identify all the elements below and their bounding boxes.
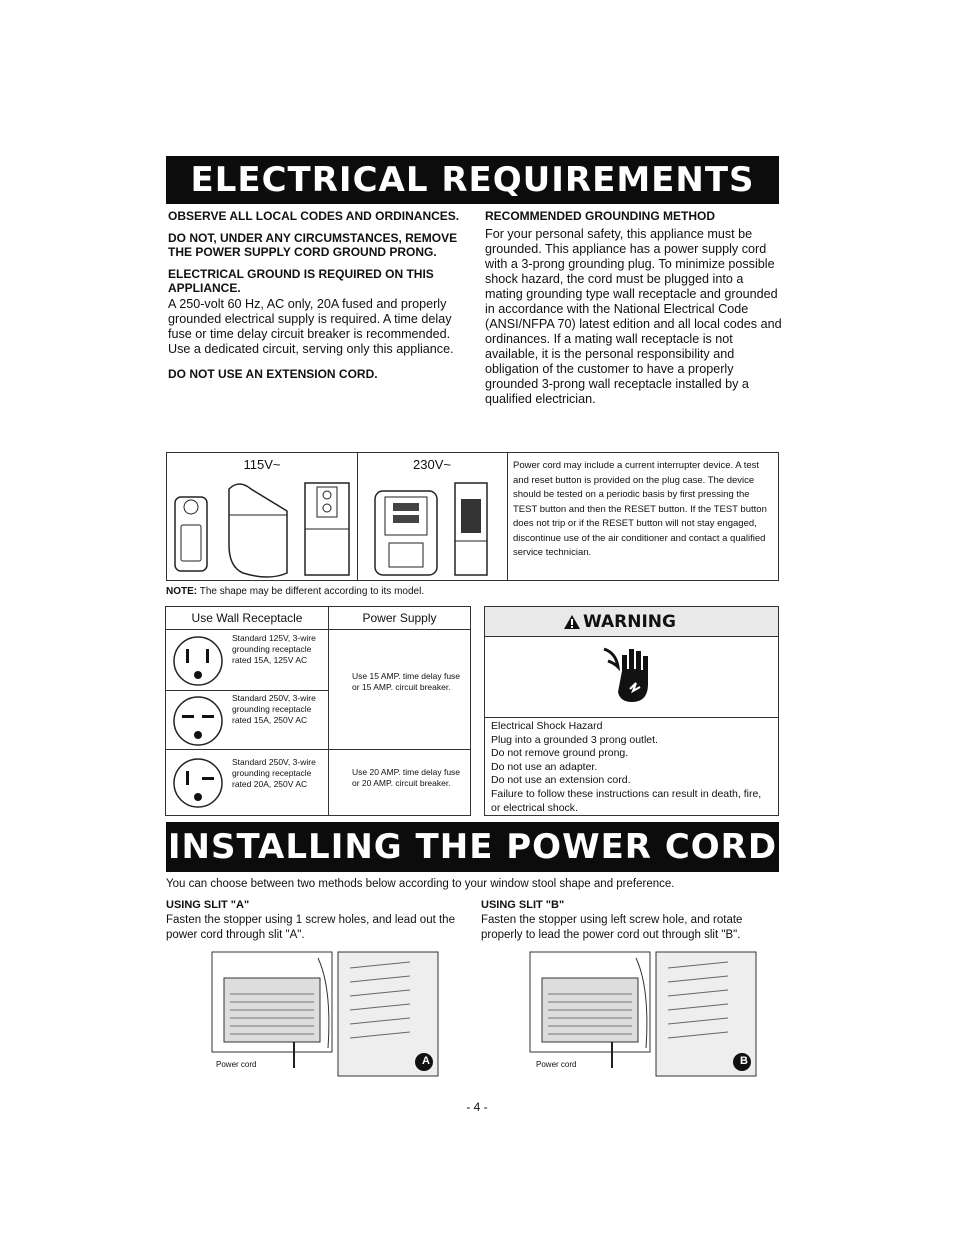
- warning-line: Do not use an adapter.: [491, 760, 598, 773]
- page-number: - 4 -: [466, 1100, 488, 1114]
- left-column: [168, 209, 468, 389]
- plug-table: [166, 452, 779, 581]
- receptacle-250v-15a-text: Standard 250V, 3-wire grounding receptacle rated 15A, 250V AC: [232, 693, 316, 725]
- slit-a-badge: A: [422, 1055, 430, 1067]
- ground-prong-heading: DO NOT, UNDER ANY CIRCUMSTANCES, REMOVE THE POWER SUPPLY CORD GROUND PRONG.: [168, 231, 458, 259]
- warning-line: Do not use an extension cord.: [491, 774, 631, 787]
- slit-b-illustration: [528, 948, 758, 1078]
- supply-20amp-text: Use 20 AMP. time delay fuse or 20 AMP. circuit breaker.: [352, 767, 461, 788]
- slit-b-text: Fasten the stopper using left screw hole, and rotate properly to lead the power cord out through slit "B".: [481, 914, 743, 941]
- warning-triangle-icon: [563, 614, 581, 630]
- shape-note: [166, 586, 424, 597]
- interrupter-note: Power cord may include a current interrupter device. A test and reset button is provided on the plug case. The device should be tested on a periodic basis by first pressing the TEST button and then the RESET button. If the TEST button does not trip or if the RESET button will not stay engaged, discontinue use of the air conditioner and contact a qualified service technician.: [513, 460, 767, 558]
- receptacle-table-header: [166, 607, 470, 630]
- warning-line: Electrical Shock Hazard: [491, 720, 603, 732]
- plug-115v-cell: [167, 453, 358, 580]
- power-supply-header: Power Supply: [362, 611, 437, 625]
- warning-line: Plug into a grounded 3 prong outlet.: [491, 733, 658, 746]
- shock-hand-icon: [600, 641, 660, 711]
- installing-power-cord-banner: [166, 822, 779, 872]
- installing-intro: You can choose between two methods below according to your window stool shape and preference.: [166, 878, 675, 890]
- receptacle-125v-text: Standard 125V, 3-wire grounding receptacle rated 15A, 125V AC: [232, 633, 316, 665]
- slit-b-heading: USING SLIT "B": [481, 899, 565, 911]
- slit-a-power-cord-label: Power cord: [216, 1060, 257, 1069]
- right-column: [485, 209, 783, 415]
- receptacle-table: [165, 606, 471, 816]
- warning-title: WARNING: [583, 611, 676, 632]
- installing-power-cord-title: INSTALLING THE POWER CORD: [167, 827, 778, 867]
- wall-receptacle-header: Use Wall Receptacle: [191, 611, 303, 625]
- note-label: NOTE:: [166, 586, 198, 597]
- ground-required-heading: ELECTRICAL GROUND IS REQUIRED ON THIS APPLIANCE.: [168, 267, 434, 295]
- note-caption: The shape may be different according to its model.: [199, 586, 425, 597]
- slit-a-heading: USING SLIT "A": [166, 899, 250, 911]
- slit-b-badge: B: [740, 1055, 748, 1067]
- receptacle-250v-20a-text: Standard 250V, 3-wire grounding receptacle rated 20A, 250V AC: [232, 757, 316, 789]
- warning-line: Failure to follow these instructions can result in death, fire, or electrical shock.: [491, 787, 762, 814]
- receptacle-row: [166, 629, 328, 691]
- warning-line: Do not remove ground prong.: [491, 747, 629, 760]
- warning-header: [485, 607, 778, 637]
- receptacle-row: [166, 691, 328, 751]
- electrical-requirements-banner: [166, 156, 779, 204]
- receptacle-250v-20a-icon: [170, 753, 230, 813]
- supply-15amp-text: Use 15 AMP. time delay fuse or 15 AMP. circuit breaker.: [352, 671, 461, 692]
- plug-230v-cell: [357, 453, 508, 580]
- electrical-requirements-title: ELECTRICAL REQUIREMENTS: [190, 160, 755, 200]
- plug-230v-illustration: [357, 479, 507, 579]
- warning-box: [484, 606, 779, 816]
- grounding-method-body: For your personal safety, this appliance must be grounded. This appliance has a power supply cord with a 3-prong grounding plug. To minimize possible shock hazard, the cord must be plugged into a mating grounding type wall receptacle and grounded in accordance with the National Electrical Code (ANSI/NFPA 70) latest edition and all local codes and ordinances. If a mating wall receptacle is not available, it is the personal responsibility and obligation of the customer to have a properly grounded 3-prong wall receptacle installed by a qualified electrician.: [485, 227, 782, 406]
- supply-paragraph: A 250-volt 60 Hz, AC only, 20A fused and properly grounded electrical supply is required. A time delay fuse or time delay circuit breaker is recommended. Use a dedicated circuit, serving only this appliance.: [168, 297, 454, 356]
- grounding-method-heading: RECOMMENDED GROUNDING METHOD: [485, 209, 715, 223]
- plug-230v-label: 230V~: [413, 457, 451, 472]
- warning-text: [491, 720, 773, 815]
- receptacle-row: [166, 751, 328, 815]
- receptacle-250v-15a-icon: [170, 691, 230, 751]
- no-extension-heading: DO NOT USE AN EXTENSION CORD.: [168, 367, 378, 381]
- slit-a-block: [166, 898, 456, 943]
- slit-a-text: Fasten the stopper using 1 screw holes, and lead out the power cord through slit "A".: [166, 914, 455, 941]
- slit-b-block: [481, 898, 781, 943]
- codes-heading: OBSERVE ALL LOCAL CODES AND ORDINANCES.: [168, 209, 460, 223]
- receptacle-125v-icon: [170, 631, 230, 691]
- plug-115v-label: 115V~: [243, 457, 281, 472]
- plug-115v-illustration: [167, 479, 357, 579]
- slit-b-power-cord-label: Power cord: [536, 1060, 577, 1069]
- slit-a-illustration: [210, 948, 440, 1078]
